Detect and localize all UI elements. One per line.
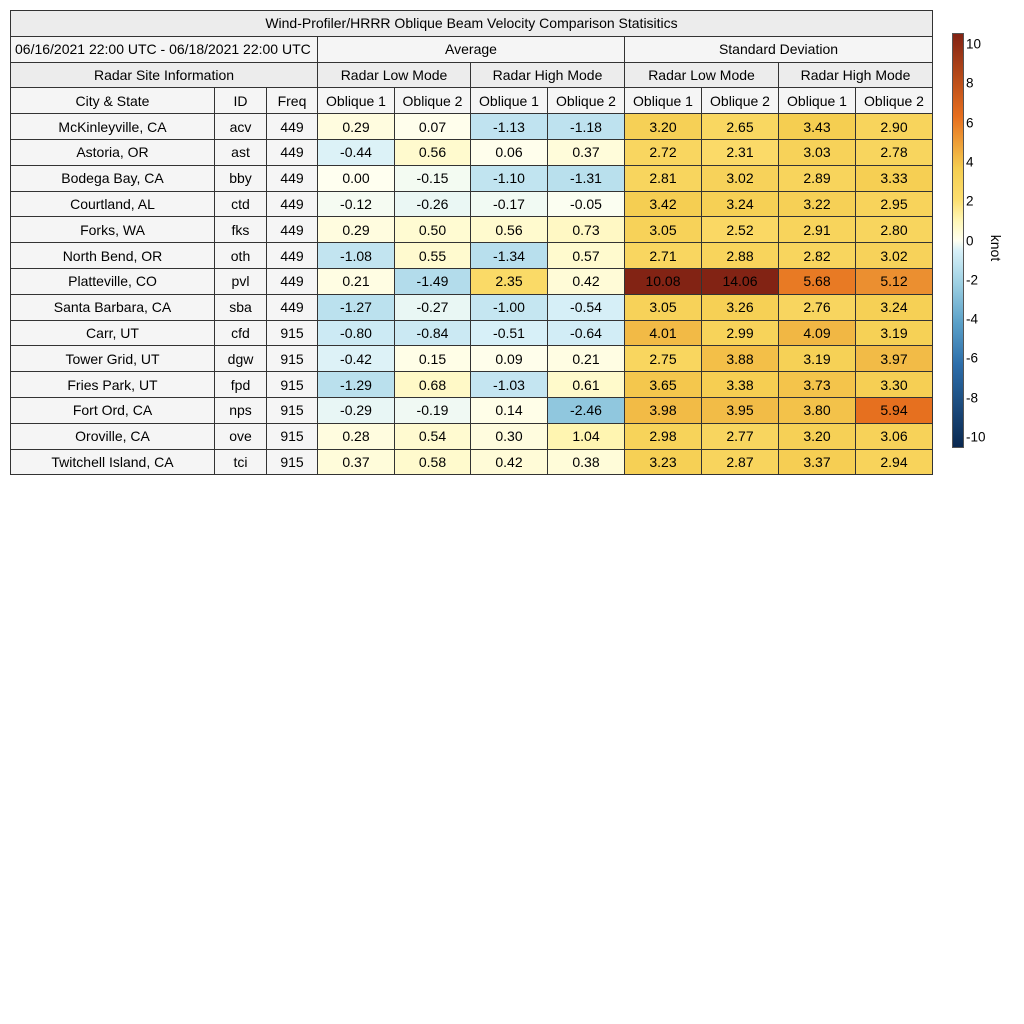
colorbar-tick-label: 6 — [966, 115, 974, 131]
value-cell: 3.97 — [856, 346, 933, 372]
colorbar-tick-label: 4 — [966, 154, 974, 170]
value-cell: 2.91 — [779, 217, 856, 243]
value-cell: -2.46 — [548, 397, 625, 423]
site-freq: 449 — [267, 243, 318, 269]
value-cell: 5.12 — [856, 268, 933, 294]
value-cell: 2.31 — [702, 139, 779, 165]
value-cell: 2.77 — [702, 423, 779, 449]
value-cell: 3.19 — [779, 346, 856, 372]
site-city: Santa Barbara, CA — [11, 294, 215, 320]
colorbar-tick-label: -8 — [966, 390, 979, 406]
value-cell: -1.29 — [318, 372, 395, 398]
value-cell: -0.12 — [318, 191, 395, 217]
value-cell: -1.03 — [471, 372, 548, 398]
value-cell: 3.98 — [625, 397, 702, 423]
value-cell: 3.05 — [625, 217, 702, 243]
value-cell: 3.88 — [702, 346, 779, 372]
value-cell: -0.29 — [318, 397, 395, 423]
value-cell: -0.54 — [548, 294, 625, 320]
site-id: dgw — [215, 346, 267, 372]
col-header-city: City & State — [11, 88, 215, 114]
value-cell: 2.94 — [856, 449, 933, 475]
value-cell: 5.68 — [779, 268, 856, 294]
value-cell: -1.27 — [318, 294, 395, 320]
table-row — [11, 217, 933, 243]
mode-header-avg-high: Radar High Mode — [471, 62, 625, 88]
site-city: Courtland, AL — [11, 191, 215, 217]
site-city: Fries Park, UT — [11, 372, 215, 398]
value-cell: 4.09 — [779, 320, 856, 346]
value-cell: 0.54 — [395, 423, 471, 449]
value-cell: 3.24 — [702, 191, 779, 217]
site-id: oth — [215, 243, 267, 269]
site-freq: 915 — [267, 346, 318, 372]
value-cell: 3.23 — [625, 449, 702, 475]
col-header-sd-high-ob2: Oblique 2 — [856, 88, 933, 114]
site-id: ove — [215, 423, 267, 449]
colorbar-tick-label: -4 — [966, 311, 979, 327]
table-row — [11, 191, 933, 217]
value-cell: 3.05 — [625, 294, 702, 320]
value-cell: -1.49 — [395, 268, 471, 294]
value-cell: 2.80 — [856, 217, 933, 243]
value-cell: 3.30 — [856, 372, 933, 398]
col-header-avg-high-ob2: Oblique 2 — [548, 88, 625, 114]
value-cell: -0.17 — [471, 191, 548, 217]
value-cell: 3.02 — [702, 165, 779, 191]
site-city: Tower Grid, UT — [11, 346, 215, 372]
colorbar-tick-label: 8 — [966, 75, 974, 91]
site-city: North Bend, OR — [11, 243, 215, 269]
site-freq: 915 — [267, 423, 318, 449]
site-id: sba — [215, 294, 267, 320]
mode-header-avg-low: Radar Low Mode — [318, 62, 471, 88]
value-cell: 2.72 — [625, 139, 702, 165]
mode-header-sd-high: Radar High Mode — [779, 62, 933, 88]
value-cell: 0.30 — [471, 423, 548, 449]
value-cell: 3.26 — [702, 294, 779, 320]
site-freq: 915 — [267, 449, 318, 475]
site-id: ast — [215, 139, 267, 165]
site-freq: 449 — [267, 268, 318, 294]
value-cell: 0.50 — [395, 217, 471, 243]
site-freq: 449 — [267, 114, 318, 140]
value-cell: 0.15 — [395, 346, 471, 372]
col-header-sd-low-ob2: Oblique 2 — [702, 88, 779, 114]
value-cell: -0.44 — [318, 139, 395, 165]
value-cell: -0.19 — [395, 397, 471, 423]
table-row — [11, 397, 933, 423]
value-cell: -1.18 — [548, 114, 625, 140]
table-row — [11, 346, 933, 372]
col-header-sd-high-ob1: Oblique 1 — [779, 88, 856, 114]
value-cell: 2.78 — [856, 139, 933, 165]
value-cell: 0.28 — [318, 423, 395, 449]
value-cell: 3.42 — [625, 191, 702, 217]
table-title: Wind-Profiler/HRRR Oblique Beam Velocity Comparison Statisitics — [11, 11, 933, 37]
value-cell: -1.08 — [318, 243, 395, 269]
site-id: nps — [215, 397, 267, 423]
mode-header-sd-low: Radar Low Mode — [625, 62, 779, 88]
value-cell: 2.89 — [779, 165, 856, 191]
value-cell: 0.42 — [471, 449, 548, 475]
site-city: Astoria, OR — [11, 139, 215, 165]
col-header-avg-high-ob1: Oblique 1 — [471, 88, 548, 114]
colorbar-tick-label: 2 — [966, 193, 974, 209]
site-city: Fort Ord, CA — [11, 397, 215, 423]
value-cell: -0.51 — [471, 320, 548, 346]
group-header-average: Average — [318, 36, 625, 62]
colorbar — [952, 33, 964, 448]
value-cell: 3.20 — [625, 114, 702, 140]
value-cell: 4.01 — [625, 320, 702, 346]
value-cell: 0.29 — [318, 114, 395, 140]
value-cell: 0.61 — [548, 372, 625, 398]
site-id: fpd — [215, 372, 267, 398]
site-city: Forks, WA — [11, 217, 215, 243]
table-row — [11, 372, 933, 398]
value-cell: 3.03 — [779, 139, 856, 165]
site-freq: 915 — [267, 372, 318, 398]
value-cell: 3.80 — [779, 397, 856, 423]
site-city: Carr, UT — [11, 320, 215, 346]
table-row — [11, 423, 933, 449]
value-cell: -0.26 — [395, 191, 471, 217]
value-cell: 3.95 — [702, 397, 779, 423]
value-cell: 2.65 — [702, 114, 779, 140]
value-cell: 0.42 — [548, 268, 625, 294]
site-id: tci — [215, 449, 267, 475]
table-row — [11, 449, 933, 475]
value-cell: 3.38 — [702, 372, 779, 398]
site-city: Bodega Bay, CA — [11, 165, 215, 191]
value-cell: 0.56 — [395, 139, 471, 165]
col-header-freq: Freq — [267, 88, 318, 114]
site-id: pvl — [215, 268, 267, 294]
value-cell: 3.65 — [625, 372, 702, 398]
value-cell: -0.15 — [395, 165, 471, 191]
value-cell: 1.04 — [548, 423, 625, 449]
site-freq: 449 — [267, 165, 318, 191]
date-range: 06/16/2021 22:00 UTC - 06/18/2021 22:00 UTC — [11, 36, 318, 62]
value-cell: -1.34 — [471, 243, 548, 269]
value-cell: 0.21 — [318, 268, 395, 294]
value-cell: 0.57 — [548, 243, 625, 269]
site-id: cfd — [215, 320, 267, 346]
site-id: bby — [215, 165, 267, 191]
value-cell: 3.43 — [779, 114, 856, 140]
value-cell: 0.73 — [548, 217, 625, 243]
value-cell: 3.22 — [779, 191, 856, 217]
colorbar-tick-label: -2 — [966, 272, 979, 288]
col-header-id: ID — [215, 88, 267, 114]
table-row — [11, 243, 933, 269]
value-cell: 0.21 — [548, 346, 625, 372]
table-body — [11, 114, 933, 475]
site-city: Platteville, CO — [11, 268, 215, 294]
colorbar-tick-label: -10 — [966, 429, 986, 445]
value-cell: 5.94 — [856, 397, 933, 423]
value-cell: 2.99 — [702, 320, 779, 346]
value-cell: 2.71 — [625, 243, 702, 269]
value-cell: 3.24 — [856, 294, 933, 320]
colorbar-tick-label: 0 — [966, 233, 974, 248]
table-row — [11, 165, 933, 191]
site-city: Oroville, CA — [11, 423, 215, 449]
value-cell: 3.37 — [779, 449, 856, 475]
value-cell: 0.37 — [548, 139, 625, 165]
table-row — [11, 268, 933, 294]
value-cell: 3.33 — [856, 165, 933, 191]
value-cell: -0.42 — [318, 346, 395, 372]
table-row — [11, 114, 933, 140]
value-cell: 2.88 — [702, 243, 779, 269]
value-cell: 3.20 — [779, 423, 856, 449]
value-cell: -0.64 — [548, 320, 625, 346]
value-cell: 0.37 — [318, 449, 395, 475]
value-cell: 2.87 — [702, 449, 779, 475]
value-cell: -0.84 — [395, 320, 471, 346]
info-header: Radar Site Information — [11, 62, 318, 88]
value-cell: 2.52 — [702, 217, 779, 243]
value-cell: 0.68 — [395, 372, 471, 398]
value-cell: 0.14 — [471, 397, 548, 423]
value-cell: 0.06 — [471, 139, 548, 165]
stats-table — [10, 10, 933, 475]
value-cell: -1.00 — [471, 294, 548, 320]
value-cell: 0.07 — [395, 114, 471, 140]
site-freq: 449 — [267, 294, 318, 320]
value-cell: 2.98 — [625, 423, 702, 449]
value-cell: 14.06 — [702, 268, 779, 294]
site-freq: 449 — [267, 139, 318, 165]
table-row — [11, 139, 933, 165]
value-cell: 0.55 — [395, 243, 471, 269]
site-city: McKinleyville, CA — [11, 114, 215, 140]
col-header-avg-low-ob1: Oblique 1 — [318, 88, 395, 114]
site-id: acv — [215, 114, 267, 140]
value-cell: 3.02 — [856, 243, 933, 269]
table-header — [11, 11, 933, 114]
value-cell: 2.76 — [779, 294, 856, 320]
colorbar-tick-label: 10 — [966, 36, 982, 52]
table-row — [11, 320, 933, 346]
value-cell: 0.56 — [471, 217, 548, 243]
site-freq: 915 — [267, 320, 318, 346]
value-cell: 0.00 — [318, 165, 395, 191]
col-header-avg-low-ob2: Oblique 2 — [395, 88, 471, 114]
value-cell: -0.27 — [395, 294, 471, 320]
value-cell: 0.38 — [548, 449, 625, 475]
value-cell: -1.31 — [548, 165, 625, 191]
value-cell: 2.90 — [856, 114, 933, 140]
site-id: fks — [215, 217, 267, 243]
value-cell: -0.80 — [318, 320, 395, 346]
site-freq: 449 — [267, 217, 318, 243]
colorbar-unit-label: knot — [988, 234, 1005, 262]
value-cell: 3.19 — [856, 320, 933, 346]
group-header-stddev: Standard Deviation — [625, 36, 933, 62]
value-cell: 2.75 — [625, 346, 702, 372]
value-cell: -1.10 — [471, 165, 548, 191]
value-cell: 3.06 — [856, 423, 933, 449]
value-cell: 2.81 — [625, 165, 702, 191]
value-cell: 2.35 — [471, 268, 548, 294]
value-cell: -1.13 — [471, 114, 548, 140]
value-cell: 10.08 — [625, 268, 702, 294]
colorbar-tick-label: -6 — [966, 350, 979, 366]
value-cell: 0.58 — [395, 449, 471, 475]
value-cell: -0.05 — [548, 191, 625, 217]
value-cell: 0.29 — [318, 217, 395, 243]
table-row — [11, 294, 933, 320]
col-header-sd-low-ob1: Oblique 1 — [625, 88, 702, 114]
value-cell: 2.95 — [856, 191, 933, 217]
site-city: Twitchell Island, CA — [11, 449, 215, 475]
site-freq: 915 — [267, 397, 318, 423]
value-cell: 3.73 — [779, 372, 856, 398]
value-cell: 2.82 — [779, 243, 856, 269]
site-freq: 449 — [267, 191, 318, 217]
value-cell: 0.09 — [471, 346, 548, 372]
site-id: ctd — [215, 191, 267, 217]
